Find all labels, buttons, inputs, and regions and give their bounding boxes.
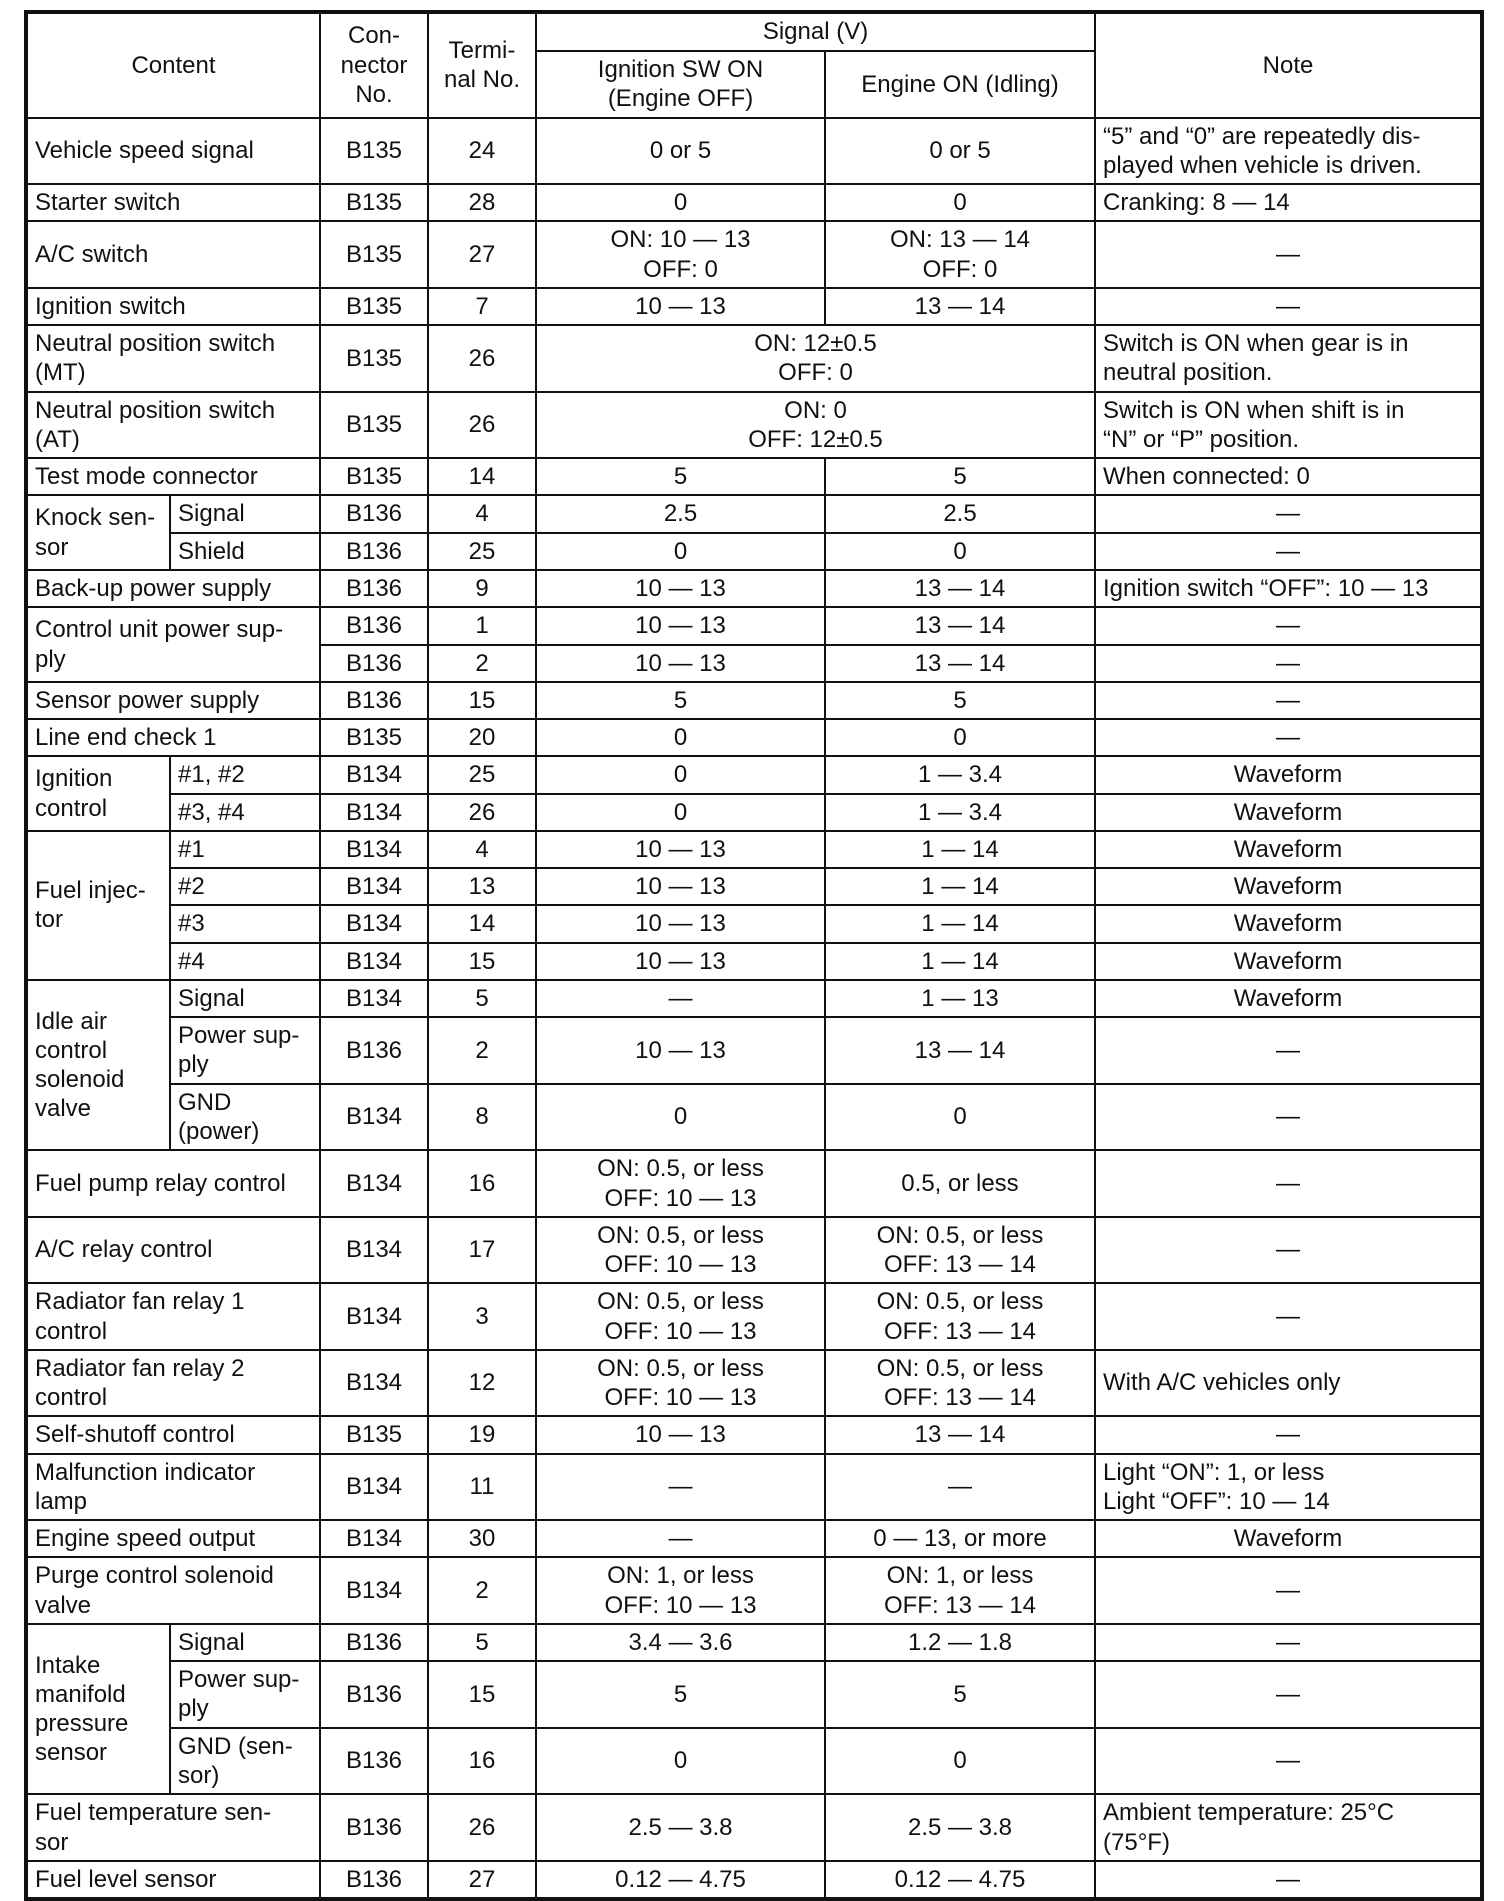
row-note: — (1095, 719, 1482, 756)
row-content: Engine speed output (26, 1520, 320, 1557)
connector-no: B134 (320, 756, 428, 793)
row-content: Neutral position switch (MT) (26, 325, 320, 392)
connector-no: B135 (320, 288, 428, 325)
row-sub-label: #2 (170, 868, 320, 905)
connector-no: B134 (320, 1084, 428, 1151)
signal-ignition-on: — (536, 1520, 825, 1557)
row-note: Waveform (1095, 756, 1482, 793)
signal-ignition-on: 3.4 — 3.6 (536, 1624, 825, 1661)
row-note: Waveform (1095, 905, 1482, 942)
row-note: — (1095, 682, 1482, 719)
signal-ignition-on: 0 (536, 794, 825, 831)
spec-page (24, 10, 1480, 1901)
signal-ignition-on: ON: 0.5, or less OFF: 10 — 13 (536, 1150, 825, 1217)
table-row (26, 831, 1482, 868)
row-note: Waveform (1095, 980, 1482, 1017)
signal-engine-on: 5 (825, 1661, 1095, 1728)
row-sub-label: Power sup- ply (170, 1661, 320, 1728)
row-note: Cranking: 8 — 14 (1095, 184, 1482, 221)
row-note: Waveform (1095, 1520, 1482, 1557)
terminal-no: 8 (428, 1084, 536, 1151)
terminal-no: 9 (428, 570, 536, 607)
connector-no: B135 (320, 458, 428, 495)
connector-no: B136 (320, 645, 428, 682)
row-note: Switch is ON when shift is in “N” or “P” position. (1095, 392, 1482, 459)
row-note: — (1095, 1150, 1482, 1217)
row-note: — (1095, 288, 1482, 325)
table-row (26, 607, 1482, 644)
terminal-no: 2 (428, 645, 536, 682)
row-note: Ambient temperature: 25°C (75°F) (1095, 1794, 1482, 1861)
connector-no: B134 (320, 1350, 428, 1417)
terminal-no: 15 (428, 682, 536, 719)
terminal-no: 2 (428, 1557, 536, 1624)
table-row (26, 1150, 1482, 1217)
signal-merged: ON: 0 OFF: 12±0.5 (536, 392, 1095, 459)
signal-engine-on: 0 or 5 (825, 118, 1095, 185)
terminal-no: 16 (428, 1728, 536, 1795)
signal-ignition-on: 5 (536, 682, 825, 719)
row-note: When connected: 0 (1095, 458, 1482, 495)
row-note: — (1095, 1624, 1482, 1661)
terminal-no: 1 (428, 607, 536, 644)
terminal-no: 12 (428, 1350, 536, 1417)
row-content: Fuel temperature sen- sor (26, 1794, 320, 1861)
header-connector: Con- nector No. (320, 12, 428, 118)
row-group-label: Knock sen- sor (26, 495, 170, 570)
terminal-no: 26 (428, 325, 536, 392)
connector-no: B136 (320, 533, 428, 570)
signal-engine-on: 2.5 — 3.8 (825, 1794, 1095, 1861)
signal-engine-on: ON: 0.5, or less OFF: 13 — 14 (825, 1217, 1095, 1284)
signal-ignition-on: 10 — 13 (536, 288, 825, 325)
row-group-label: Fuel injec- tor (26, 831, 170, 980)
signal-ignition-on: 0 (536, 533, 825, 570)
connector-no: B136 (320, 682, 428, 719)
terminal-no: 26 (428, 1794, 536, 1861)
row-note: Ignition switch “OFF”: 10 — 13 (1095, 570, 1482, 607)
signal-engine-on: 0 (825, 719, 1095, 756)
terminal-no: 7 (428, 288, 536, 325)
signal-ignition-on: 0 or 5 (536, 118, 825, 185)
table-row (26, 682, 1482, 719)
connector-no: B134 (320, 980, 428, 1017)
table-row (26, 1017, 1482, 1084)
signal-engine-on: 0 (825, 184, 1095, 221)
connector-no: B135 (320, 1416, 428, 1453)
terminal-no: 20 (428, 719, 536, 756)
row-group-label: Ignition control (26, 756, 170, 831)
row-sub-label: GND (sen- sor) (170, 1728, 320, 1795)
row-note: — (1095, 1661, 1482, 1728)
signal-engine-on: 13 — 14 (825, 1017, 1095, 1084)
row-note: — (1095, 1728, 1482, 1795)
row-group-label: Intake manifold pressure sensor (26, 1624, 170, 1794)
signal-ignition-on: 0 (536, 756, 825, 793)
row-sub-label: #3, #4 (170, 794, 320, 831)
table-row (26, 980, 1482, 1017)
table-row (26, 221, 1482, 288)
signal-ignition-on: 10 — 13 (536, 645, 825, 682)
table-row (26, 288, 1482, 325)
row-content: Ignition switch (26, 288, 320, 325)
terminal-no: 27 (428, 221, 536, 288)
signal-engine-on: — (825, 1454, 1095, 1521)
signal-engine-on: 1 — 13 (825, 980, 1095, 1017)
table-row (26, 1283, 1482, 1350)
signal-engine-on: 0.12 — 4.75 (825, 1861, 1095, 1899)
terminal-no: 24 (428, 118, 536, 185)
signal-ignition-on: 0 (536, 1084, 825, 1151)
connector-no: B136 (320, 607, 428, 644)
row-note: — (1095, 1283, 1482, 1350)
connector-no: B135 (320, 221, 428, 288)
table-row (26, 1454, 1482, 1521)
signal-engine-on: 2.5 (825, 495, 1095, 532)
signal-ignition-on: 0 (536, 184, 825, 221)
signal-engine-on: 0.5, or less (825, 1150, 1095, 1217)
row-sub-label: Power sup- ply (170, 1017, 320, 1084)
terminal-no: 25 (428, 756, 536, 793)
table-row (26, 570, 1482, 607)
table-row (26, 184, 1482, 221)
row-content: Self-shutoff control (26, 1416, 320, 1453)
signal-ignition-on: 5 (536, 458, 825, 495)
signal-ignition-on: 0.12 — 4.75 (536, 1861, 825, 1899)
signal-ignition-on: 0 (536, 719, 825, 756)
signal-engine-on: 13 — 14 (825, 607, 1095, 644)
terminal-no: 4 (428, 495, 536, 532)
signal-ignition-on: ON: 0.5, or less OFF: 10 — 13 (536, 1283, 825, 1350)
connector-no: B134 (320, 943, 428, 980)
terminal-no: 13 (428, 868, 536, 905)
row-sub-label: Signal (170, 980, 320, 1017)
row-note: — (1095, 533, 1482, 570)
row-note: Switch is ON when gear is in neutral position. (1095, 325, 1482, 392)
signal-ignition-on: 10 — 13 (536, 905, 825, 942)
signal-ignition-on: — (536, 1454, 825, 1521)
signal-engine-on: 1 — 14 (825, 905, 1095, 942)
row-note: Waveform (1095, 943, 1482, 980)
header-terminal: Termi- nal No. (428, 12, 536, 118)
signal-engine-on: 0 (825, 1728, 1095, 1795)
row-sub-label: GND (power) (170, 1084, 320, 1151)
header-note: Note (1095, 12, 1482, 118)
signal-engine-on: 1 — 3.4 (825, 794, 1095, 831)
row-content: Control unit power sup- ply (26, 607, 320, 682)
signal-engine-on: 0 (825, 1084, 1095, 1151)
row-content: Purge control solenoid valve (26, 1557, 320, 1624)
header-ignition-on: Ignition SW ON (Engine OFF) (536, 51, 825, 118)
signal-ignition-on: 10 — 13 (536, 943, 825, 980)
terminal-no: 15 (428, 1661, 536, 1728)
row-note: — (1095, 1557, 1482, 1624)
connector-no: B134 (320, 794, 428, 831)
signal-ignition-on: 10 — 13 (536, 1017, 825, 1084)
signal-ignition-on: ON: 0.5, or less OFF: 10 — 13 (536, 1350, 825, 1417)
row-note: — (1095, 221, 1482, 288)
signal-engine-on: 5 (825, 682, 1095, 719)
signal-ignition-on: ON: 1, or less OFF: 10 — 13 (536, 1557, 825, 1624)
terminal-no: 16 (428, 1150, 536, 1217)
signal-engine-on: 0 — 13, or more (825, 1520, 1095, 1557)
connector-no: B134 (320, 868, 428, 905)
connector-no: B136 (320, 1728, 428, 1795)
signal-engine-on: 1.2 — 1.8 (825, 1624, 1095, 1661)
ecm-signal-table (24, 10, 1484, 1901)
row-note: — (1095, 1217, 1482, 1284)
row-content: Vehicle speed signal (26, 118, 320, 185)
row-sub-label: Signal (170, 495, 320, 532)
signal-ignition-on: — (536, 980, 825, 1017)
table-row (26, 1416, 1482, 1453)
connector-no: B134 (320, 905, 428, 942)
signal-engine-on: 1 — 14 (825, 943, 1095, 980)
connector-no: B134 (320, 1454, 428, 1521)
table-body (26, 118, 1482, 1900)
row-sub-label: Signal (170, 1624, 320, 1661)
signal-engine-on: 5 (825, 458, 1095, 495)
table-row (26, 1084, 1482, 1151)
terminal-no: 5 (428, 980, 536, 1017)
table-row (26, 1350, 1482, 1417)
row-note: “5” and “0” are repeatedly dis- played when vehicle is driven. (1095, 118, 1482, 185)
row-sub-label: #3 (170, 905, 320, 942)
connector-no: B134 (320, 1520, 428, 1557)
terminal-no: 14 (428, 458, 536, 495)
row-sub-label: Shield (170, 533, 320, 570)
terminal-no: 30 (428, 1520, 536, 1557)
row-content: Sensor power supply (26, 682, 320, 719)
signal-ignition-on: ON: 10 — 13 OFF: 0 (536, 221, 825, 288)
signal-engine-on: 1 — 14 (825, 831, 1095, 868)
table-row (26, 458, 1482, 495)
connector-no: B136 (320, 1861, 428, 1899)
terminal-no: 19 (428, 1416, 536, 1453)
signal-engine-on: 13 — 14 (825, 288, 1095, 325)
table-row (26, 1794, 1482, 1861)
signal-engine-on: 1 — 3.4 (825, 756, 1095, 793)
signal-merged: ON: 12±0.5 OFF: 0 (536, 325, 1095, 392)
row-content: A/C switch (26, 221, 320, 288)
terminal-no: 4 (428, 831, 536, 868)
row-note: — (1095, 1861, 1482, 1899)
table-row (26, 1624, 1482, 1661)
terminal-no: 3 (428, 1283, 536, 1350)
row-group-label: Idle air control solenoid valve (26, 980, 170, 1150)
terminal-no: 5 (428, 1624, 536, 1661)
row-sub-label: #4 (170, 943, 320, 980)
row-content: Starter switch (26, 184, 320, 221)
table-row (26, 868, 1482, 905)
connector-no: B134 (320, 1150, 428, 1217)
row-note: Waveform (1095, 794, 1482, 831)
table-row (26, 943, 1482, 980)
terminal-no: 26 (428, 794, 536, 831)
connector-no: B136 (320, 1794, 428, 1861)
connector-no: B134 (320, 1217, 428, 1284)
row-note: With A/C vehicles only (1095, 1350, 1482, 1417)
signal-ignition-on: 10 — 13 (536, 831, 825, 868)
row-content: Radiator fan relay 2 control (26, 1350, 320, 1417)
terminal-no: 27 (428, 1861, 536, 1899)
row-content: Neutral position switch (AT) (26, 392, 320, 459)
terminal-no: 15 (428, 943, 536, 980)
row-note: Light “ON”: 1, or less Light “OFF”: 10 — 14 (1095, 1454, 1482, 1521)
connector-no: B136 (320, 1661, 428, 1728)
connector-no: B135 (320, 118, 428, 185)
header-engine-on: Engine ON (Idling) (825, 51, 1095, 118)
table-row (26, 1861, 1482, 1899)
table-row (26, 794, 1482, 831)
row-content: Radiator fan relay 1 control (26, 1283, 320, 1350)
signal-ignition-on: 10 — 13 (536, 607, 825, 644)
row-note: Waveform (1095, 831, 1482, 868)
table-row (26, 1661, 1482, 1728)
connector-no: B135 (320, 719, 428, 756)
table-row (26, 1520, 1482, 1557)
signal-engine-on: ON: 13 — 14 OFF: 0 (825, 221, 1095, 288)
table-header (26, 12, 1482, 118)
table-row (26, 325, 1482, 392)
signal-engine-on: 13 — 14 (825, 570, 1095, 607)
signal-ignition-on: 2.5 (536, 495, 825, 532)
table-row (26, 392, 1482, 459)
terminal-no: 17 (428, 1217, 536, 1284)
connector-no: B134 (320, 1283, 428, 1350)
table-row (26, 1557, 1482, 1624)
signal-engine-on: 0 (825, 533, 1095, 570)
row-note: — (1095, 607, 1482, 644)
signal-ignition-on: 2.5 — 3.8 (536, 1794, 825, 1861)
terminal-no: 26 (428, 392, 536, 459)
connector-no: B135 (320, 392, 428, 459)
row-note: — (1095, 1017, 1482, 1084)
table-row (26, 495, 1482, 532)
table-row (26, 756, 1482, 793)
table-row (26, 118, 1482, 185)
signal-ignition-on: 10 — 13 (536, 868, 825, 905)
row-note: — (1095, 645, 1482, 682)
signal-ignition-on: 10 — 13 (536, 1416, 825, 1453)
connector-no: B135 (320, 184, 428, 221)
terminal-no: 11 (428, 1454, 536, 1521)
table-row (26, 1217, 1482, 1284)
row-sub-label: #1, #2 (170, 756, 320, 793)
row-content: Malfunction indicator lamp (26, 1454, 320, 1521)
signal-ignition-on: ON: 0.5, or less OFF: 10 — 13 (536, 1217, 825, 1284)
terminal-no: 25 (428, 533, 536, 570)
terminal-no: 28 (428, 184, 536, 221)
table-row (26, 905, 1482, 942)
row-note: — (1095, 1084, 1482, 1151)
connector-no: B136 (320, 570, 428, 607)
connector-no: B136 (320, 495, 428, 532)
connector-no: B136 (320, 1624, 428, 1661)
connector-no: B136 (320, 1017, 428, 1084)
table-row (26, 1728, 1482, 1795)
row-content: Line end check 1 (26, 719, 320, 756)
header-signal: Signal (V) (536, 12, 1095, 51)
row-content: Test mode connector (26, 458, 320, 495)
row-content: Back-up power supply (26, 570, 320, 607)
signal-engine-on: ON: 0.5, or less OFF: 13 — 14 (825, 1283, 1095, 1350)
row-note: — (1095, 1416, 1482, 1453)
signal-ignition-on: 10 — 13 (536, 570, 825, 607)
connector-no: B134 (320, 1557, 428, 1624)
signal-ignition-on: 0 (536, 1728, 825, 1795)
row-content: Fuel pump relay control (26, 1150, 320, 1217)
row-note: — (1095, 495, 1482, 532)
connector-no: B134 (320, 831, 428, 868)
connector-no: B135 (320, 325, 428, 392)
terminal-no: 2 (428, 1017, 536, 1084)
signal-engine-on: ON: 1, or less OFF: 13 — 14 (825, 1557, 1095, 1624)
signal-engine-on: ON: 0.5, or less OFF: 13 — 14 (825, 1350, 1095, 1417)
signal-engine-on: 1 — 14 (825, 868, 1095, 905)
header-content: Content (26, 12, 320, 118)
row-sub-label: #1 (170, 831, 320, 868)
table-row (26, 533, 1482, 570)
signal-engine-on: 13 — 14 (825, 645, 1095, 682)
signal-ignition-on: 5 (536, 1661, 825, 1728)
row-content: A/C relay control (26, 1217, 320, 1284)
row-content: Fuel level sensor (26, 1861, 320, 1899)
table-row (26, 719, 1482, 756)
terminal-no: 14 (428, 905, 536, 942)
row-note: Waveform (1095, 868, 1482, 905)
signal-engine-on: 13 — 14 (825, 1416, 1095, 1453)
